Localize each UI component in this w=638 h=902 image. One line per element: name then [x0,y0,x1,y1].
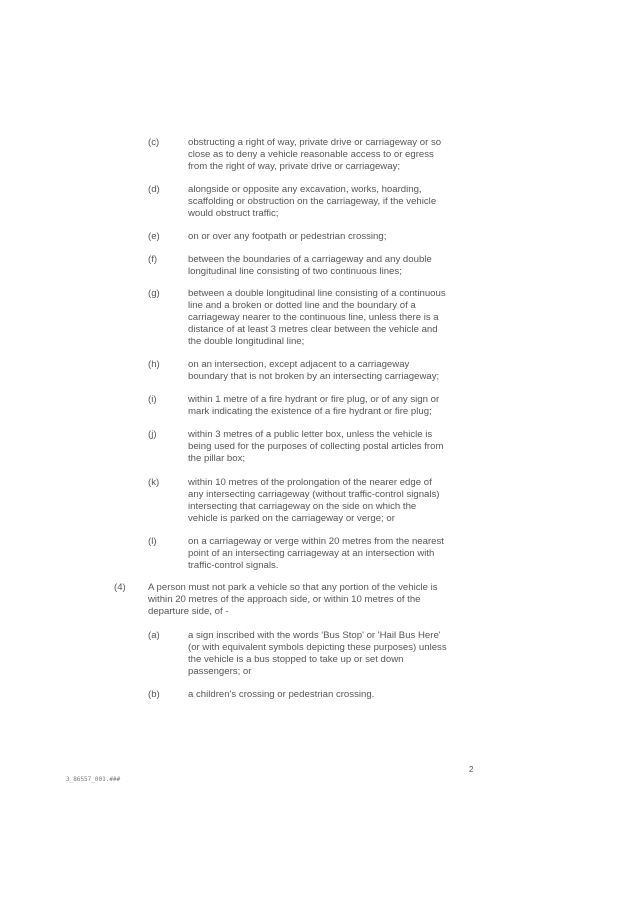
paragraph-label: (i) [148,394,157,405]
paragraph-text: within 1 metre of a fire hydrant or fire plug, or of any sign or mark indicating the existence of a fire hydrant or fire plug; [188,394,440,417]
paragraph-text: on a carriageway or verge within 20 metres from the nearest point of an intersecting carriageway at an intersection with traffic-control signals. [188,536,444,571]
paragraph-label: (a) [148,630,160,641]
subsection-text: A person must not park a vehicle so that any portion of the vehicle is within 20 metres of the approach side, or within 10 metres of the departure side, of - [148,582,438,617]
page-number: 2 [469,765,474,774]
paragraph-label: (d) [148,184,160,195]
paragraph-label: (b) [148,689,160,700]
paragraph-label: (g) [148,288,160,299]
paragraph-text: between the boundaries of a carriageway and any double longitudinal line consisting of two continuous lines; [188,254,432,277]
document-reference: 3_86557_001.### [66,776,121,783]
paragraph-text: on or over any footpath or pedestrian crossing; [188,231,387,242]
paragraph-label: (l) [148,536,157,547]
paragraph-label: (f) [148,254,158,265]
paragraph-label: (e) [148,231,160,242]
paragraph-text: alongside or opposite any excavation, works, hoarding, scaffolding or obstruction on the carriageway, if the vehicle would obstruct traffic; [188,184,437,219]
paragraph-text: obstructing a right of way, private drive or carriageway or so close as to deny a vehicle reasonable access to or egress from the right of way, private drive or carriageway; [188,137,442,172]
subsection-label: (4) [114,582,126,593]
paragraph-text: within 10 metres of the prolongation of the nearer edge of any intersecting carriageway (without traffic-control signals) intersecting that carriageway on the side on which the vehicle is parked on the carriageway or verge; or [188,477,440,524]
paragraph-text: between a double longitudinal line consisting of a continuous line and a broken or dotted line and the boundary of a carriageway nearer to the continuous line, unless there is a distance of at least 3 metres clear between the vehicle and the double longitudinal line; [188,288,446,347]
paragraph-text: a sign inscribed with the words 'Bus Stop' or 'Hail Bus Here' (or with equivalent symbols depicting these purposes) unless the vehicle is a bus stopped to take up or set down passengers; or [188,630,447,677]
paragraph-text: within 3 metres of a public letter box, unless the vehicle is being used for the purposes of collecting postal articles from the pillar box; [188,429,444,464]
paragraph-label: (j) [148,429,157,440]
paragraph-label: (h) [148,359,160,370]
paragraph-label: (c) [148,137,160,148]
paragraph-text: a children's crossing or pedestrian crossing. [188,689,375,700]
paragraph-label: (k) [148,477,160,488]
paragraph-text: on an intersection, except adjacent to a carriageway boundary that is not broken by an intersecting carriageway; [188,359,440,382]
